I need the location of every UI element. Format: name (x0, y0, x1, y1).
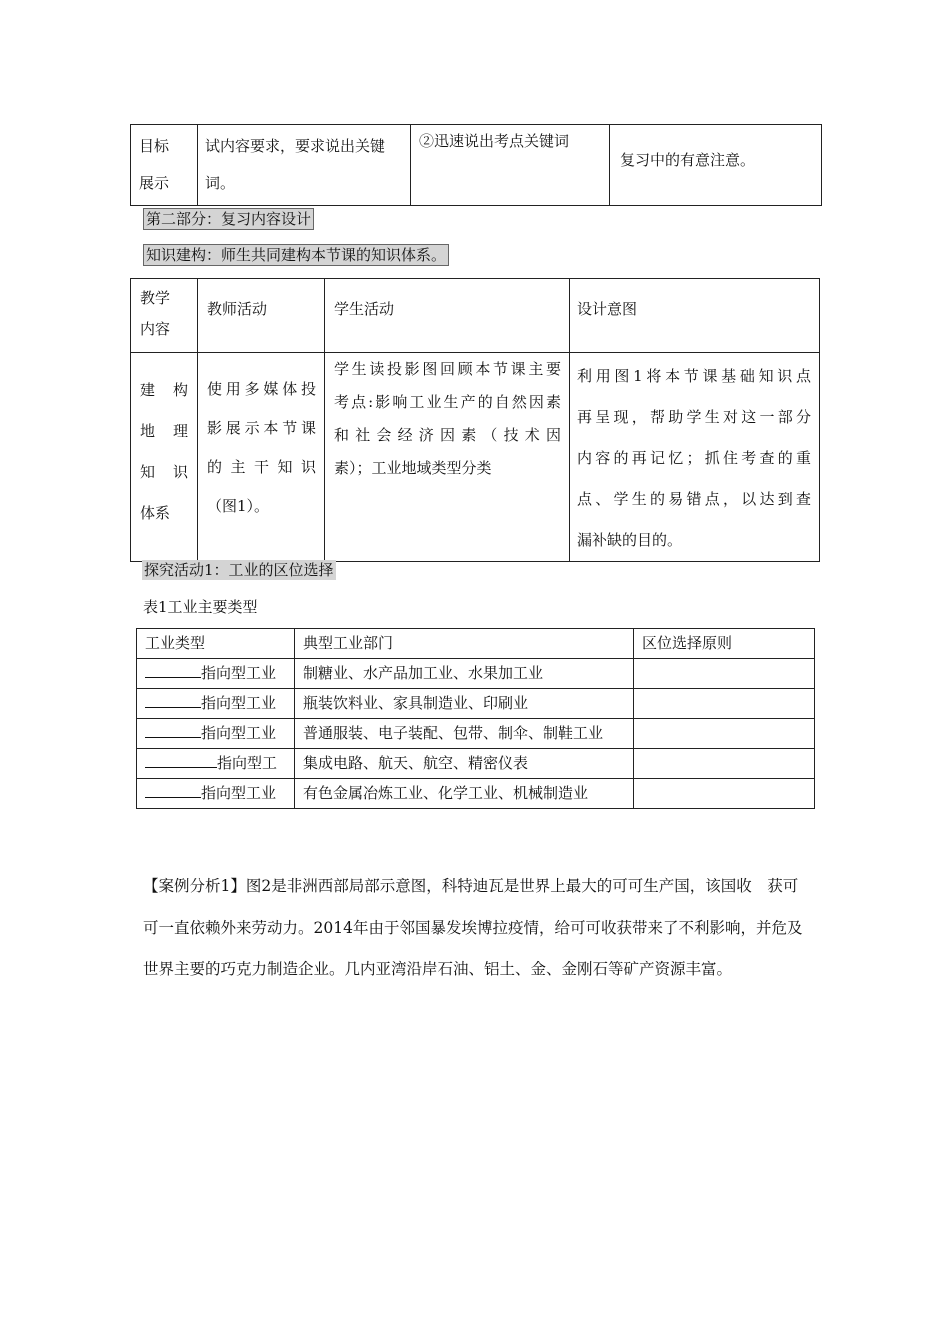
content-line3: 知 识 (140, 463, 188, 481)
content-cell (131, 353, 198, 562)
t3-type-cell (137, 659, 295, 689)
content-line2: 地 理 (140, 422, 188, 440)
fill-blank (145, 781, 201, 798)
t3-sectors-cell: 有色金属冶炼工业、化学工业、机械制造业 (295, 779, 634, 809)
header-intent (570, 279, 820, 353)
goal-requirement-text: 试内容要求，要求说出关键词。 (205, 137, 386, 192)
fill-blank (145, 691, 201, 708)
header-student (325, 279, 570, 353)
header-content (131, 279, 198, 353)
header-student-text: 学生活动 (334, 300, 395, 318)
t3-principle-cell (634, 719, 815, 749)
goal-label-line1: 目标 (139, 137, 170, 155)
teacher-line2: 影展示本节课 (207, 419, 316, 437)
teacher-line4: （图1）。 (207, 497, 270, 515)
student-line2: 考点:影响工业生产的自然因素 (334, 393, 561, 411)
t3-principle-cell (634, 659, 815, 689)
student-line4: 素）；工业地域类型分类 (334, 459, 492, 477)
fill-blank (145, 661, 201, 678)
table-row (137, 719, 815, 749)
t3-type-text: 指向型工业 (201, 724, 277, 742)
header-teacher-text: 教师活动 (207, 300, 268, 318)
t3-header-type: 工业类型 (137, 629, 295, 659)
goal-label-line2: 展示 (139, 174, 170, 192)
goal-intent-cell (610, 125, 822, 206)
header-content-line1: 教学 (140, 289, 171, 307)
fill-blank (145, 751, 217, 768)
t3-header-principle: 区位选择原则 (634, 629, 815, 659)
goal-requirement-cell (198, 125, 411, 206)
case-analysis-label: 【案例分析1】 (143, 877, 246, 895)
table-row (137, 749, 815, 779)
t3-sectors-cell: 集成电路、航天、航空、精密仪表 (295, 749, 634, 779)
table3-caption: 表1工业主要类型 (143, 598, 258, 616)
t3-type-text: 指向型工 (217, 754, 278, 772)
intent-line2: 再呈现，帮助学生对这一部分 (577, 408, 811, 426)
t3-principle-cell (634, 779, 815, 809)
t3-type-cell (137, 779, 295, 809)
case-analysis-paragraph (143, 866, 813, 991)
intent-cell (570, 353, 820, 562)
t3-type-text: 指向型工业 (201, 784, 277, 802)
section-part2-heading: 第二部分：复习内容设计 (143, 208, 314, 230)
t3-type-text: 指向型工业 (201, 694, 277, 712)
table-row (137, 779, 815, 809)
intent-line5: 漏补缺的目的。 (577, 531, 683, 549)
student-line3: 和社会经济因素（技术因 (334, 426, 561, 444)
content-line4: 体系 (140, 504, 171, 522)
t3-principle-cell (634, 749, 815, 779)
t3-principle-cell (634, 689, 815, 719)
intent-line4: 点、学生的易错点，以达到查 (577, 490, 811, 508)
goal-student-cell (411, 125, 610, 206)
student-cell (325, 353, 570, 562)
goal-table (130, 124, 822, 206)
header-intent-text: 设计意图 (577, 300, 638, 318)
teacher-line1: 使用多媒体投 (207, 380, 316, 398)
case-analysis-text: 图2是非洲西部局部示意图，科特迪瓦是世界上最大的可可生产国，该国收 获可可一直依赖外来劳动力。2014年由于邻国暴发埃博拉疫情，给可可收获带来了不利影响，并危及世界主要的巧克力制造企业。几内亚湾沿岸石油、铝土、金、金刚石等矿产资源丰富。 (143, 877, 803, 978)
goal-student-text: ②迅速说出考点关键词 (419, 132, 570, 150)
goal-intent-text: 复习中的有意注意。 (620, 151, 756, 169)
intent-line1: 利用图1将本节课基础知识点 (577, 367, 811, 385)
header-content-line2: 内容 (140, 320, 171, 338)
student-line1: 学生读投影图回顾本节课主要 (334, 360, 561, 378)
intent-line3: 内容的再记忆；抓住考查的重 (577, 449, 811, 467)
header-teacher (198, 279, 325, 353)
teacher-line3: 的主干知识 (207, 458, 316, 476)
t3-type-cell (137, 689, 295, 719)
content-line1: 建 构 (140, 381, 188, 399)
fill-blank (145, 721, 201, 738)
t3-type-text: 指向型工业 (201, 664, 277, 682)
t3-sectors-cell: 瓶装饮料业、家具制造业、印刷业 (295, 689, 634, 719)
goal-label-cell (131, 125, 198, 206)
activity1-heading: 探究活动1：工业的区位选择 (144, 561, 334, 579)
table-row (137, 659, 815, 689)
table-row (137, 689, 815, 719)
teacher-cell (198, 353, 325, 562)
t3-header-sectors: 典型工业部门 (295, 629, 634, 659)
t3-sectors-cell: 普通服装、电子装配、包带、制伞、制鞋工业 (295, 719, 634, 749)
t3-type-cell (137, 719, 295, 749)
t3-type-cell (137, 749, 295, 779)
section-knowledge-heading: 知识建构：师生共同建构本节课的知识体系。 (143, 244, 449, 266)
t3-sectors-cell: 制糖业、水产品加工业、水果加工业 (295, 659, 634, 689)
industry-types-table (136, 628, 815, 809)
knowledge-table (130, 278, 820, 562)
